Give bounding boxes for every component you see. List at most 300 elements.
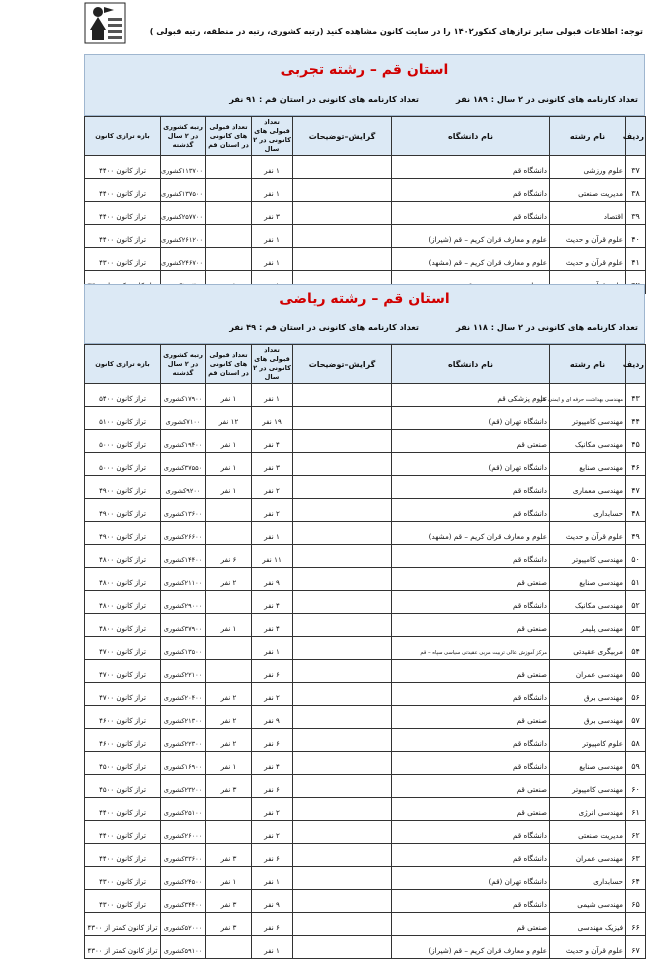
- header-no: ردیف: [626, 117, 646, 156]
- row-university: دانشگاه قم: [392, 202, 550, 225]
- row-accepted: ۱ نفر: [252, 384, 293, 407]
- row-kanoon: تراز کانون ۵۰۰۰: [85, 453, 161, 476]
- row-major: مهندسی صنایع: [550, 752, 626, 775]
- row-university: دانشگاه قم: [392, 729, 550, 752]
- row-notes: [293, 867, 392, 890]
- row-accepted-province: ۲ نفر: [206, 706, 252, 729]
- row-notes: [293, 729, 392, 752]
- reports-two-years: تعداد کارنامه های کانونی در ۲ سال : ۱۸۹ نفر: [456, 94, 638, 104]
- row-major: مهندسی برق: [550, 706, 626, 729]
- row-no: ۴۴: [626, 407, 646, 430]
- header-accepted-province: تعداد قبولی های کانونی در استان قم: [206, 117, 252, 156]
- row-accepted: ۶ نفر: [252, 660, 293, 683]
- row-notes: [293, 156, 392, 179]
- row-notes: [293, 683, 392, 706]
- row-accepted-province: ۱ نفر: [206, 614, 252, 637]
- row-no: ۵۱: [626, 568, 646, 591]
- table-row: [85, 637, 646, 660]
- row-notes: [293, 844, 392, 867]
- row-university: علوم و معارف قران کریم – قم (مشهد): [392, 522, 550, 545]
- row-accepted-province: ۱ نفر: [206, 384, 252, 407]
- row-major: مدیریت صنعتی: [550, 821, 626, 844]
- row-rank: ۳۷۹۰۰کشوری: [161, 614, 206, 637]
- row-kanoon: تراز کانون ۴۳۰۰: [85, 248, 161, 271]
- row-university: دانشگاه قم: [392, 683, 550, 706]
- table-row: [85, 248, 646, 271]
- table-row: [85, 568, 646, 591]
- row-kanoon: تراز کانون ۴۹۰۰: [85, 499, 161, 522]
- row-accepted: ۱۱ نفر: [252, 545, 293, 568]
- row-university: علوم و معارف قران کریم – قم (شیراز): [392, 225, 550, 248]
- row-major: مربیگری عقیدتی: [550, 637, 626, 660]
- row-accepted-province: [206, 798, 252, 821]
- row-accepted-province: ۶ نفر: [206, 545, 252, 568]
- row-accepted-province: ۱ نفر: [206, 430, 252, 453]
- row-university: دانشگاه تهران (قم): [392, 407, 550, 430]
- row-accepted-province: ۱ نفر: [206, 867, 252, 890]
- row-accepted-province: ۳ نفر: [206, 775, 252, 798]
- row-kanoon: تراز کانون ۵۴۰۰: [85, 384, 161, 407]
- top-bar: [0, 0, 647, 50]
- table-body: [85, 345, 646, 959]
- table-row: [85, 683, 646, 706]
- row-university: علوم و معارف قران کریم – قم (شیراز): [392, 936, 550, 959]
- table-row: [85, 614, 646, 637]
- row-university: صنعتی قم: [392, 775, 550, 798]
- row-university: دانشگاه قم: [392, 476, 550, 499]
- row-kanoon: تراز کانون کمتر از ۴۳۰۰: [85, 913, 161, 936]
- row-major: مهندسی انرژی: [550, 798, 626, 821]
- row-notes: [293, 798, 392, 821]
- row-rank: ۱۹۴۰۰کشوری: [161, 430, 206, 453]
- header-accepted-province: تعداد قبولی های کانونی در استان قم: [206, 345, 252, 384]
- row-no: ۵۷: [626, 706, 646, 729]
- table-row: [85, 867, 646, 890]
- row-no: ۴۸: [626, 499, 646, 522]
- row-accepted-province: ۳ نفر: [206, 844, 252, 867]
- row-notes: [293, 752, 392, 775]
- row-rank: ۱۷۹۰۰کشوری: [161, 384, 206, 407]
- row-notes: [293, 499, 392, 522]
- row-no: ۴۳: [626, 384, 646, 407]
- row-major: مهندسی بهداشت حرفه ای و ایمنی کار: [550, 384, 626, 407]
- table-row: [85, 936, 646, 959]
- row-major: فیزیک مهندسی: [550, 913, 626, 936]
- row-no: ۴۷: [626, 476, 646, 499]
- row-accepted-province: [206, 225, 252, 248]
- row-no: ۵۵: [626, 660, 646, 683]
- row-accepted-province: ۲ نفر: [206, 568, 252, 591]
- row-university: مرکز آموزش عالی تربیت مربی عقیدتی سیاسی سپاه – قم: [392, 637, 550, 660]
- table-row: [85, 844, 646, 867]
- row-notes: [293, 821, 392, 844]
- row-notes: [293, 179, 392, 202]
- row-rank: ۲۲۱۰۰کشوری: [161, 660, 206, 683]
- row-kanoon: تراز کانون ۴۷۰۰: [85, 660, 161, 683]
- row-kanoon: تراز کانون ۴۳۰۰: [85, 867, 161, 890]
- row-university: دانشگاه قم: [392, 591, 550, 614]
- row-rank: ۱۳۶۰۰کشوری: [161, 499, 206, 522]
- row-university: دانشگاه قم: [392, 545, 550, 568]
- row-university: صنعتی قم: [392, 660, 550, 683]
- row-notes: [293, 591, 392, 614]
- row-major: علوم ورزشی: [550, 156, 626, 179]
- table-row: [85, 202, 646, 225]
- row-kanoon: تراز کانون ۴۴۰۰: [85, 202, 161, 225]
- row-rank: ۲۳۲۰۰کشوری: [161, 775, 206, 798]
- row-notes: [293, 706, 392, 729]
- row-no: ۳۹: [626, 202, 646, 225]
- row-university: صنعتی قم: [392, 614, 550, 637]
- table-row: [85, 453, 646, 476]
- row-major: علوم قرآن و حدیث: [550, 225, 626, 248]
- row-rank: ۹۲۰۰کشوری: [161, 476, 206, 499]
- row-accepted-province: [206, 179, 252, 202]
- section-title: استان قم – رشته ریاضی: [279, 291, 450, 307]
- row-major: مهندسی برق: [550, 683, 626, 706]
- row-rank: ۲۶۶۰۰کشوری: [161, 522, 206, 545]
- row-rank: ۱۳۷۵۰۰کشوری: [161, 179, 206, 202]
- section-header-riazi: [84, 284, 645, 344]
- row-kanoon: تراز کانون ۴۹۰۰: [85, 522, 161, 545]
- row-kanoon: تراز کانون ۴۴۰۰: [85, 179, 161, 202]
- row-notes: [293, 637, 392, 660]
- row-no: ۵۶: [626, 683, 646, 706]
- header-no: ردیف: [626, 345, 646, 384]
- row-accepted-province: [206, 936, 252, 959]
- table-row: [85, 522, 646, 545]
- row-major: مهندسی مکانیک: [550, 430, 626, 453]
- row-notes: [293, 660, 392, 683]
- row-kanoon: تراز کانون ۴۵۰۰: [85, 775, 161, 798]
- row-major: مهندسی شیمی: [550, 890, 626, 913]
- section-title: استان قم – رشته تجربی: [280, 62, 449, 78]
- row-no: ۳۸: [626, 179, 646, 202]
- row-kanoon: تراز کانون ۴۷۰۰: [85, 637, 161, 660]
- row-rank: ۲۵۷۷۰۰کشوری: [161, 202, 206, 225]
- reports-province: تعداد کارنامه های کانونی در استان قم : ۹۱ نفر: [229, 94, 419, 104]
- row-kanoon: تراز کانون ۴۸۰۰: [85, 591, 161, 614]
- header-rank: رتبه کشوری در ۲ سال گذشته: [161, 117, 206, 156]
- table-row: [85, 156, 646, 179]
- row-rank: ۳۷۵۵۰کشوری: [161, 453, 206, 476]
- notice-text: توجه: اطلاعات قبولی سایر ترازهای کنکور۱۴۰۲ را در سایت کانون مشاهده کنید (رتبه کشوری، رتبه در منطقه، رتبه قبولی ): [149, 26, 643, 36]
- table-row: [85, 821, 646, 844]
- row-no: ۶۲: [626, 821, 646, 844]
- row-accepted-province: ۲ نفر: [206, 729, 252, 752]
- row-no: ۶۰: [626, 775, 646, 798]
- row-accepted: ۱ نفر: [252, 637, 293, 660]
- header-notes: گرایش–توضیحات: [293, 117, 392, 156]
- row-kanoon: تراز کانون کمتر از ۴۳۰۰: [85, 936, 161, 959]
- table-row: [85, 890, 646, 913]
- results-table-tajrobi: [84, 116, 646, 294]
- row-university: علوم پزشکی قم: [392, 384, 550, 407]
- row-accepted: ۱ نفر: [252, 156, 293, 179]
- row-kanoon: تراز کانون ۴۶۰۰: [85, 706, 161, 729]
- row-accepted: ۲ نفر: [252, 821, 293, 844]
- row-accepted: ۶ نفر: [252, 844, 293, 867]
- row-kanoon: تراز کانون ۴۴۰۰: [85, 225, 161, 248]
- row-major: مهندسی عمران: [550, 660, 626, 683]
- table-row: [85, 913, 646, 936]
- row-accepted: ۱ نفر: [252, 179, 293, 202]
- row-rank: ۵۲۰۰۰کشوری: [161, 913, 206, 936]
- row-rank: ۲۵۱۰۰کشوری: [161, 798, 206, 821]
- row-accepted-province: ۱۲ نفر: [206, 407, 252, 430]
- row-accepted: ۲ نفر: [252, 798, 293, 821]
- row-kanoon: تراز کانون ۴۴۰۰: [85, 844, 161, 867]
- row-university: دانشگاه قم: [392, 156, 550, 179]
- row-notes: [293, 545, 392, 568]
- row-notes: [293, 248, 392, 271]
- row-accepted: ۲ نفر: [252, 499, 293, 522]
- row-rank: ۲۲۳۰۰کشوری: [161, 729, 206, 752]
- row-accepted: ۴ نفر: [252, 752, 293, 775]
- row-kanoon: تراز کانون ۴۸۰۰: [85, 568, 161, 591]
- kanoon-logo-icon: [84, 2, 126, 44]
- row-accepted-province: [206, 156, 252, 179]
- row-major: مهندسی صنایع: [550, 568, 626, 591]
- table-row: [85, 179, 646, 202]
- row-university: دانشگاه قم: [392, 179, 550, 202]
- row-kanoon: تراز کانون ۴۳۰۰: [85, 890, 161, 913]
- row-accepted: ۶ نفر: [252, 913, 293, 936]
- row-major: حسابداری: [550, 867, 626, 890]
- row-kanoon: تراز کانون ۴۸۰۰: [85, 614, 161, 637]
- row-accepted-province: ۳ نفر: [206, 890, 252, 913]
- row-accepted-province: [206, 202, 252, 225]
- row-accepted-province: ۱ نفر: [206, 752, 252, 775]
- section-header-tajrobi: [84, 54, 645, 116]
- row-major: مهندسی عمران: [550, 844, 626, 867]
- reports-two-years: تعداد کارنامه های کانونی در ۲ سال : ۱۱۸ نفر: [456, 322, 638, 332]
- row-no: ۶۳: [626, 844, 646, 867]
- row-notes: [293, 430, 392, 453]
- row-accepted-province: [206, 499, 252, 522]
- table-row: [85, 384, 646, 407]
- row-rank: ۷۱۰۰کشوری: [161, 407, 206, 430]
- row-no: ۵۸: [626, 729, 646, 752]
- row-accepted: ۶ نفر: [252, 775, 293, 798]
- row-accepted-province: [206, 248, 252, 271]
- row-rank: ۲۴۵۰۰کشوری: [161, 867, 206, 890]
- row-university: صنعتی قم: [392, 568, 550, 591]
- row-rank: ۲۰۴۰۰کشوری: [161, 683, 206, 706]
- row-no: ۶۷: [626, 936, 646, 959]
- row-notes: [293, 775, 392, 798]
- row-no: ۵۰: [626, 545, 646, 568]
- row-accepted: ۹ نفر: [252, 568, 293, 591]
- row-accepted: ۴ نفر: [252, 591, 293, 614]
- row-major: علوم قرآن و حدیث: [550, 248, 626, 271]
- header-major: نام رشته: [550, 117, 626, 156]
- row-accepted: ۱۹ نفر: [252, 407, 293, 430]
- row-accepted-province: [206, 637, 252, 660]
- row-no: ۵۹: [626, 752, 646, 775]
- row-no: ۵۲: [626, 591, 646, 614]
- row-university: صنعتی قم: [392, 706, 550, 729]
- row-major: مهندسی معماری: [550, 476, 626, 499]
- table-row: [85, 499, 646, 522]
- row-major: علوم قرآن و حدیث: [550, 936, 626, 959]
- row-no: ۴۱: [626, 248, 646, 271]
- row-accepted: ۱ نفر: [252, 522, 293, 545]
- row-no: ۴۰: [626, 225, 646, 248]
- row-kanoon: تراز کانون ۴۴۰۰: [85, 798, 161, 821]
- row-university: دانشگاه قم: [392, 821, 550, 844]
- row-accepted-province: [206, 522, 252, 545]
- row-accepted: ۱ نفر: [252, 225, 293, 248]
- row-rank: ۲۶۰۰۰کشوری: [161, 821, 206, 844]
- row-notes: [293, 522, 392, 545]
- table-row: [85, 798, 646, 821]
- row-no: ۴۹: [626, 522, 646, 545]
- header-accepted: تعداد قبولی های کانونی در ۲ سال: [252, 117, 293, 156]
- row-university: صنعتی قم: [392, 913, 550, 936]
- table-row: [85, 430, 646, 453]
- row-rank: ۲۹۰۰۰کشوری: [161, 591, 206, 614]
- table-header-row: [85, 345, 646, 384]
- row-university: دانشگاه قم: [392, 752, 550, 775]
- row-major: حسابداری: [550, 499, 626, 522]
- table-row: [85, 706, 646, 729]
- row-no: ۴۵: [626, 430, 646, 453]
- row-accepted-province: ۲ نفر: [206, 683, 252, 706]
- header-notes: گرایش–توضیحات: [293, 345, 392, 384]
- row-university: صنعتی قم: [392, 430, 550, 453]
- row-no: ۵۴: [626, 637, 646, 660]
- row-no: ۵۳: [626, 614, 646, 637]
- row-accepted: ۴ نفر: [252, 614, 293, 637]
- row-notes: [293, 936, 392, 959]
- row-university: دانشگاه تهران (قم): [392, 453, 550, 476]
- row-accepted: ۳ نفر: [252, 453, 293, 476]
- row-accepted-province: ۳ نفر: [206, 913, 252, 936]
- row-major: علوم کامپیوتر: [550, 729, 626, 752]
- row-major: مهندسی کامپیوتر: [550, 407, 626, 430]
- row-major: علوم قرآن و حدیث: [550, 522, 626, 545]
- row-accepted: ۴ نفر: [252, 430, 293, 453]
- table-row: [85, 729, 646, 752]
- table-body: [85, 117, 646, 294]
- header-university: نام دانشگاه: [392, 117, 550, 156]
- row-rank: ۲۶۱۲۰۰کشوری: [161, 225, 206, 248]
- row-major: مهندسی کامپیوتر: [550, 545, 626, 568]
- row-major: مهندسی کامپیوتر: [550, 775, 626, 798]
- row-notes: [293, 614, 392, 637]
- results-table-riazi: [84, 344, 646, 959]
- row-major: مهندسی پلیمر: [550, 614, 626, 637]
- row-rank: ۱۱۳۷۰۰کشوری: [161, 156, 206, 179]
- row-rank: ۱۳۵۰۰کشوری: [161, 637, 206, 660]
- row-no: ۳۷: [626, 156, 646, 179]
- row-notes: [293, 453, 392, 476]
- row-notes: [293, 913, 392, 936]
- row-rank: ۳۴۴۰۰کشوری: [161, 890, 206, 913]
- row-accepted: ۳ نفر: [252, 202, 293, 225]
- row-accepted: ۹ نفر: [252, 706, 293, 729]
- row-notes: [293, 568, 392, 591]
- header-accepted: تعداد قبولی های کانونی در ۲ سال: [252, 345, 293, 384]
- table-row: [85, 591, 646, 614]
- row-kanoon: تراز کانون ۵۰۰۰: [85, 430, 161, 453]
- row-kanoon: تراز کانون ۴۹۰۰: [85, 476, 161, 499]
- row-no: ۶۶: [626, 913, 646, 936]
- row-rank: ۱۴۴۰۰کشوری: [161, 545, 206, 568]
- row-university: دانشگاه قم: [392, 890, 550, 913]
- table-row: [85, 545, 646, 568]
- row-rank: ۳۳۶۰۰کشوری: [161, 844, 206, 867]
- row-accepted-province: [206, 821, 252, 844]
- reports-province: تعداد کارنامه های کانونی در استان قم : ۴۹ نفر: [229, 322, 419, 332]
- row-kanoon: تراز کانون ۴۴۰۰: [85, 156, 161, 179]
- row-accepted: ۱ نفر: [252, 936, 293, 959]
- row-notes: [293, 407, 392, 430]
- row-major: مهندسی صنایع: [550, 453, 626, 476]
- row-accepted: ۱ نفر: [252, 867, 293, 890]
- row-university: دانشگاه قم: [392, 499, 550, 522]
- row-notes: [293, 384, 392, 407]
- table-row: [85, 660, 646, 683]
- row-no: ۶۱: [626, 798, 646, 821]
- row-kanoon: تراز کانون ۵۱۰۰: [85, 407, 161, 430]
- row-major: اقتصاد: [550, 202, 626, 225]
- row-kanoon: تراز کانون ۴۴۰۰: [85, 821, 161, 844]
- row-rank: ۲۱۱۰۰کشوری: [161, 568, 206, 591]
- row-accepted-province: [206, 660, 252, 683]
- row-university: دانشگاه تهران (قم): [392, 867, 550, 890]
- table-row: [85, 407, 646, 430]
- table-row: [85, 476, 646, 499]
- header-rank: رتبه کشوری در ۲ سال گذشته: [161, 345, 206, 384]
- row-notes: [293, 202, 392, 225]
- row-rank: ۲۱۳۰۰کشوری: [161, 706, 206, 729]
- row-accepted-province: ۱ نفر: [206, 476, 252, 499]
- row-accepted: ۹ نفر: [252, 890, 293, 913]
- row-no: ۶۵: [626, 890, 646, 913]
- table-row: [85, 752, 646, 775]
- row-university: علوم و معارف قران کریم – قم (مشهد): [392, 248, 550, 271]
- row-accepted: ۶ نفر: [252, 729, 293, 752]
- header-university: نام دانشگاه: [392, 345, 550, 384]
- row-major: مهندسی مکانیک: [550, 591, 626, 614]
- row-accepted: ۲ نفر: [252, 683, 293, 706]
- row-accepted-province: [206, 591, 252, 614]
- row-kanoon: تراز کانون ۴۸۰۰: [85, 545, 161, 568]
- row-kanoon: تراز کانون ۴۷۰۰: [85, 683, 161, 706]
- row-kanoon: تراز کانون ۴۵۰۰: [85, 752, 161, 775]
- row-accepted-province: ۱ نفر: [206, 453, 252, 476]
- row-kanoon: تراز کانون ۴۶۰۰: [85, 729, 161, 752]
- table-row: [85, 225, 646, 248]
- row-accepted: ۲ نفر: [252, 476, 293, 499]
- row-notes: [293, 890, 392, 913]
- row-university: دانشگاه قم: [392, 844, 550, 867]
- row-rank: ۵۹۱۰۰کشوری: [161, 936, 206, 959]
- row-university: صنعتی قم: [392, 798, 550, 821]
- row-major: مدیریت صنعتی: [550, 179, 626, 202]
- table-row: [85, 775, 646, 798]
- table-header-row: [85, 117, 646, 156]
- row-accepted: ۱ نفر: [252, 248, 293, 271]
- header-major: نام رشته: [550, 345, 626, 384]
- header-kanoon-range: بازه ترازی کانون: [85, 345, 161, 384]
- row-rank: ۲۴۶۷۰۰کشوری: [161, 248, 206, 271]
- row-notes: [293, 225, 392, 248]
- row-rank: ۱۶۹۰۰کشوری: [161, 752, 206, 775]
- row-no: ۴۶: [626, 453, 646, 476]
